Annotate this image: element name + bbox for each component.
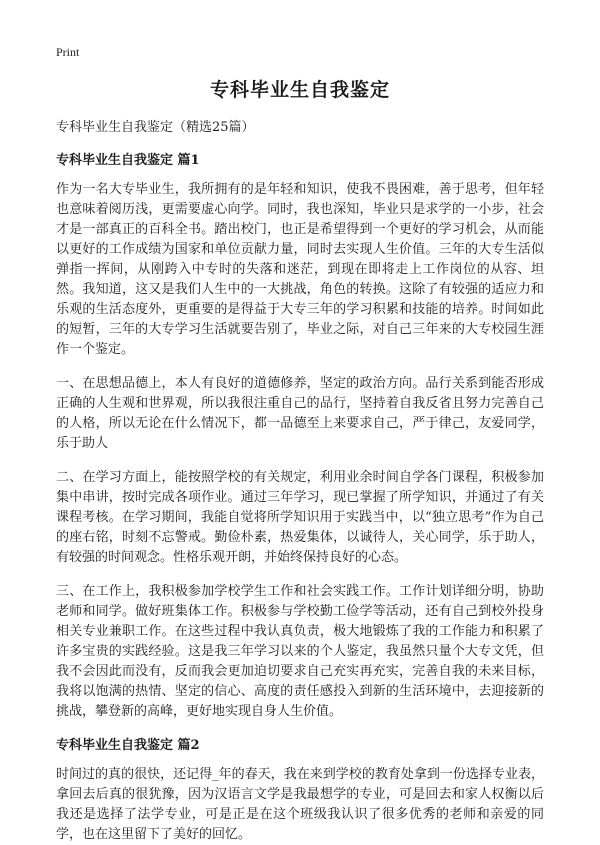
section-heading-2: 专科毕业生自我鉴定 篇2: [56, 738, 200, 753]
paragraph: 时间过的真的很快，还记得_年的春天，我在来到学校的教育处拿到一份选择专业表，拿回去后真的很犹豫，因为汉语言文学是我最想学的专业，可是回去和家人权衡以后我还是选择了法学专业，可是正是在这个班级我认识了很多优秀的老师和亲爱的同学，也在这里留下了美好的回忆。: [56, 767, 544, 842]
print-link[interactable]: Print: [56, 45, 80, 59]
section-heading-1: 专科毕业生自我鉴定 篇1: [56, 153, 200, 168]
paragraph: 三、在工作上，我积极参加学校学生工作和社会实践工作。工作计划详细分明，协助老师和同学。做好班集体工作。积极参与学校勤工俭学等活动，还有自己到校外投身相关专业兼职工作。在这些过程中我认真负责，极大地锻炼了我的工作能力和积累了许多宝贵的实践经验。这是我三年学习以来的个人鉴定，我虽然只量个大专文凭，但我不会因此而没有，反而我会更加迫切要求自己充实再充实，完善自我的未来目标，我将以饱满的热情、坚定的信心、高度的责任感投入到新的生活环境中，去迎接新的挑战，攀登新的高峰，更好地实现自身人生价值。: [56, 584, 544, 719]
paragraph: 一、在思想品德上，本人有良好的道德修养，坚定的政治方向。品行关系到能否形成正确的人生观和世界观，所以我很注重自己的品行，坚持着自我反省且努力完善自己的人格，所以无论在什么情况下，都一品德至上来要求自己，严于律己，友爱同学，乐于助人: [56, 376, 544, 451]
paragraph: 作为一名大专毕业生，我所拥有的是年轻和知识，使我不畏困难，善于思考，但年轻也意味着阅历浅，更需要虚心向学。同时，我也深知，毕业只是求学的一小步，社会才是一部真正的百科全书。踏出校门，也正是希望得到一个更好的学习机会，从而能以更好的工作成绩为国家和单位贡献力量，同时去实现人生价值。三年的大专生活似弹指一挥间，从刚跨入中专时的失落和迷茫，到现在即将走上工作岗位的从容、坦然。我知道，这又是我们人生中的一大挑战，角色的转换。这除了有较强的适应力和乐观的生活态度外，更重要的是得益于大专三年的学习积累和技能的培养。时间如此的短暂，三年的大专学习生活就要告别了，毕业之际，对自己三年来的大专校园生涯作一个鉴定。: [56, 182, 544, 357]
document-title: 专科毕业生自我鉴定: [209, 79, 390, 101]
document-subtitle: 专科毕业生自我鉴定（精选25篇）: [56, 120, 255, 135]
paragraph: 二、在学习方面上，能按照学校的有关规定，利用业余时间自学各门课程，积极参加集中串讲，按时完成各项作业。通过三年学习，现已掌握了所学知识，并通过了有关课程考核。在学习期间，我能自觉将所学知识用于实践当中，以“独立思考”作为自己的座右铭，时刻不忘警戒。勤俭朴素，热爱集体，以诚待人，关心同学，乐于助人，有较强的时间观念。性格乐观开朗，并始终保持良好的心态。: [56, 470, 544, 565]
